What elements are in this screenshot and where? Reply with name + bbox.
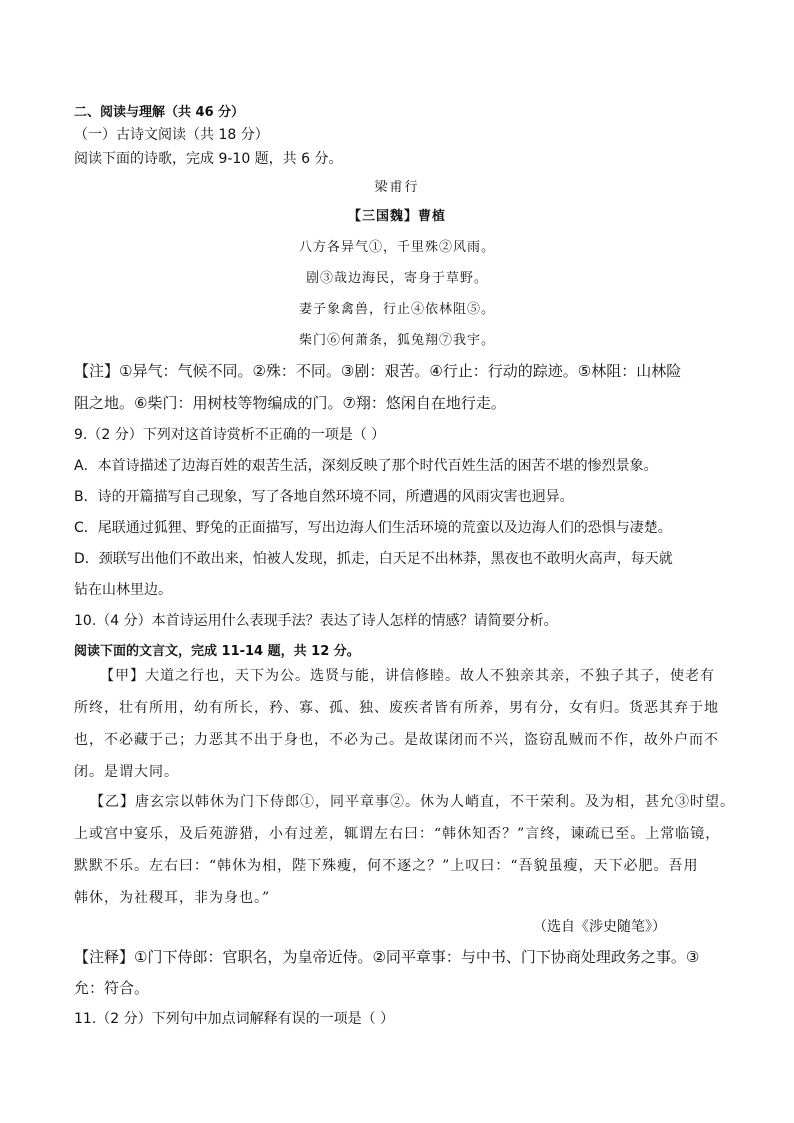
question-10-stem: 10.（4 分）本首诗运用什么表现手法？表达了诗人怎样的情感？请简要分析。 xyxy=(74,613,558,629)
question-9-option-d-cont: 钻在山林里边。 xyxy=(74,582,172,598)
passage-yi-line: 【乙】唐玄宗以韩休为门下侍郎①，同平章事②。休为人峭直，不干荣利。及为相，甚允③时望。 xyxy=(90,794,735,810)
question-9-option-c: C．尾联通过狐狸、野兔的正面描写，写出边海人们生活环境的荒蛮以及边海人们的恐惧与凄楚。 xyxy=(74,520,672,536)
passage-yi-line: 韩休，为社稷耳，非为身也。” xyxy=(74,890,271,906)
passage-jia-line: 所终，壮有所用，幼有所长，矜、寡、孤、独、废疾者皆有所养，男有分，女有归。货恶其弃于地 xyxy=(74,700,719,716)
poem-line: 剧③哉边海民，寄身于草野。 xyxy=(305,271,488,286)
poem-note: 【注】①异气：气候不同。②殊：不同。③剧：艰苦。④行止：行动的踪迹。⑤林阻：山林险 xyxy=(74,362,682,380)
passage-yi-line: 默默不乐。左右曰：“韩休为相，陛下殊瘦，何不逐之？”上叹曰：“吾貌虽瘦，天下必肥。吾用 xyxy=(74,858,699,874)
passage-jia-line: 闭。是谓大同。 xyxy=(74,764,179,780)
classical-note: 【注释】①门下侍郎：官职名，为皇帝近侍。②同平章事：与中书、门下协商处理政务之事。③ xyxy=(74,948,700,966)
question-9-stem: 9.（2 分）下列对这首诗赏析不正确的一项是（ ） xyxy=(74,427,386,443)
passage-jia-line: 【甲】大道之行也，天下为公。选贤与能，讲信修睦。故人不独亲其亲，不独子其子，使老有 xyxy=(100,668,715,684)
poem-title: 梁甫行 xyxy=(374,180,420,195)
poem-note: 阻之地。⑥柴门：用树枝等物编成的门。⑦翔：悠闲自在地行走。 xyxy=(74,394,506,412)
section-heading: 二、阅读与理解（共 46 分） xyxy=(74,105,245,120)
poem-instruction: 阅读下面的诗歌，完成 9-10 题，共 6 分。 xyxy=(74,151,343,167)
question-11-stem: 11.（2 分）下列句中加点词解释有误的一项是（ ） xyxy=(74,1011,395,1027)
classical-instruction: 阅读下面的文言文，完成 11-14 题，共 12 分。 xyxy=(74,644,360,659)
poem-line: 八方各异气①，千里殊②风雨。 xyxy=(298,240,495,255)
section-subheading: （一）古诗文阅读（共 18 分） xyxy=(74,127,269,143)
poem-line: 妻子象禽兽，行止④依林阻⑤。 xyxy=(298,302,495,317)
poem-line: 柴门⑥何萧条，狐兔翔⑦我宇。 xyxy=(298,333,495,348)
question-9-option-a: A．本首诗描述了边海百姓的艰苦生活，深刻反映了那个时代百姓生活的困苦不堪的惨烈景象。 xyxy=(74,458,658,474)
question-9-option-b: B．诗的开篇描写自己现象，写了各地自然环境不同，所遭遇的风雨灾害也迥异。 xyxy=(74,489,574,505)
question-9-option-d: D．颈联写出他们不敢出来，怕被人发现，抓走，白天足不出林莽，黑夜也不敢明火高声，每天就 xyxy=(74,551,673,567)
passage-jia-line: 也，不必藏于己；力恶其不出于身也，不必为己。是故谋闭而不兴，盗窃乱贼而不作，故外户而不 xyxy=(74,732,719,748)
classical-note: 允：符合。 xyxy=(74,979,150,997)
passage-yi-line: 上或宫中宴乐，及后苑游猎，小有过差，辄谓左右曰：“韩休知否？”言终，谏疏已至。上常临镜， xyxy=(74,826,721,842)
poem-author: 【三国魏】曹植 xyxy=(347,209,446,224)
passage-source: （选自《涉史随笔》） xyxy=(533,919,666,935)
